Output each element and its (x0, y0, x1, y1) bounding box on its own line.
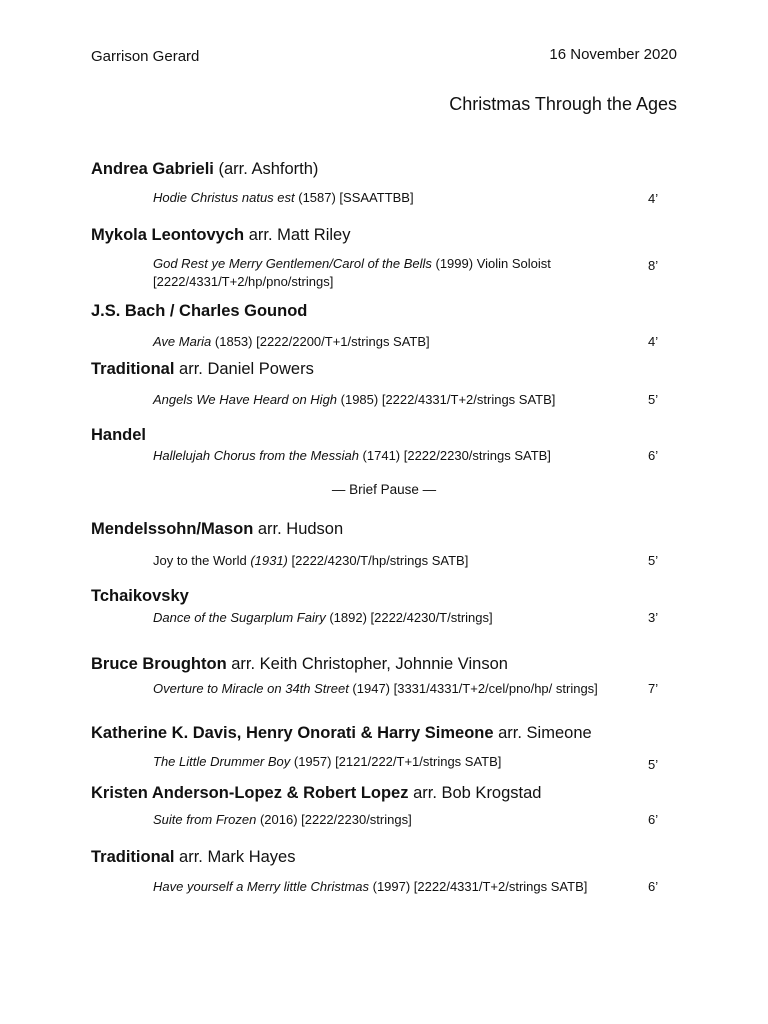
duration: 3’ (648, 610, 659, 625)
work-line: The Little Drummer Boy (1957) [2121/222/T+1/strings SATB] (153, 754, 502, 769)
work-line: Hallelujah Chorus from the Messiah (1741) [2222/2230/strings SATB] (153, 448, 551, 463)
work-line: Overture to Miracle on 34th Street (1947) [3331/4331/T+2/cel/pno/hp/ strings] (153, 681, 598, 696)
duration: 5’ (648, 757, 659, 772)
duration: 7’ (648, 681, 659, 696)
duration: 4’ (648, 191, 659, 206)
duration: 6’ (648, 879, 659, 894)
author-name: Garrison Gerard (91, 48, 200, 65)
duration: 6’ (648, 812, 659, 827)
work-line: Have yourself a Merry little Christmas (1997) [2222/4331/T+2/strings SATB] (153, 879, 588, 894)
composer-line: Bruce Broughton arr. Keith Christopher, Johnnie Vinson (91, 655, 508, 673)
brief-pause-divider: — Brief Pause — (331, 482, 437, 497)
composer-line: Mykola Leontovych arr. Matt Riley (91, 226, 351, 244)
composer-line: Andrea Gabrieli (arr. Ashforth) (91, 160, 319, 178)
document-date: 16 November 2020 (549, 46, 677, 63)
duration: 5’ (648, 553, 659, 568)
duration: 8’ (648, 258, 659, 273)
composer-line: Mendelssohn/Mason arr. Hudson (91, 520, 344, 538)
composer-line: Katherine K. Davis, Henry Onorati & Harry Simeone arr. Simeone (91, 724, 592, 742)
composer-line: Traditional arr. Mark Hayes (91, 848, 296, 866)
work-line: Angels We Have Heard on High (1985) [2222/4331/T+2/strings SATB] (153, 392, 556, 407)
work-line: Hodie Christus natus est (1587) [SSAATTBB] (153, 190, 414, 205)
duration: 6’ (648, 448, 659, 463)
composer-line: Handel (91, 426, 147, 444)
composer-line: Traditional arr. Daniel Powers (91, 360, 314, 378)
work-line: God Rest ye Merry Gentlemen/Carol of the Bells (1999) Violin Soloist [2222/4331/T+2/hp/pno/strings] (153, 256, 551, 289)
duration: 4’ (648, 334, 659, 349)
work-line: Suite from Frozen (2016) [2222/2230/strings] (153, 812, 412, 827)
composer-line: J.S. Bach / Charles Gounod (91, 302, 308, 320)
composer-line: Tchaikovsky (91, 587, 189, 605)
work-line: Joy to the World (1931) [2222/4230/T/hp/strings SATB] (153, 553, 469, 568)
duration: 5’ (648, 392, 659, 407)
work-line: Dance of the Sugarplum Fairy (1892) [2222/4230/T/strings] (153, 610, 493, 625)
work-line: Ave Maria (1853) [2222/2200/T+1/strings SATB] (153, 334, 430, 349)
document-title: Christmas Through the Ages (449, 94, 677, 114)
composer-line: Kristen Anderson-Lopez & Robert Lopez arr. Bob Krogstad (91, 784, 542, 802)
